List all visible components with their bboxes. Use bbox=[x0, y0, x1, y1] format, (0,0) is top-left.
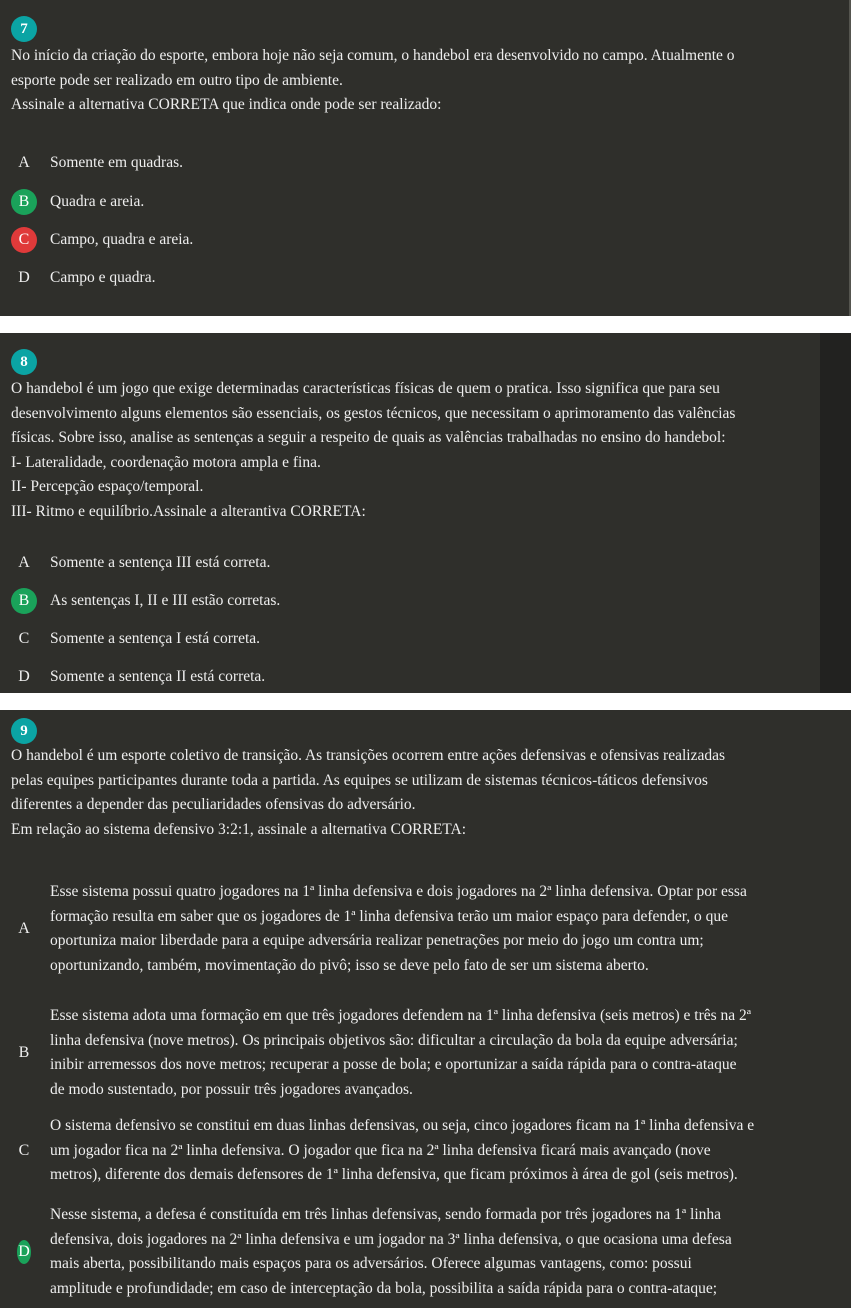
stem-line: O handebol é um jogo que exige determinadas características físicas de quem o pratica. Isso significa que para seu bbox=[11, 380, 720, 397]
stem-line: No início da criação do esporte, embora hoje não seja comum, o handebol era desenvolvido no campo. Atualmente o bbox=[11, 47, 735, 64]
option-letter-badge: D bbox=[18, 269, 30, 286]
option-text-line: Esse sistema possui quatro jogadores na 1ª linha defensiva e dois jogadores na 2ª linha defensiva. Optar por essa bbox=[50, 883, 747, 900]
option-text-line: inibir arremessos dos nove metros; recuperar a posse de bola; e oportunizar a saída rápida para o contra-ataque bbox=[50, 1056, 737, 1073]
option-a[interactable] bbox=[11, 550, 831, 576]
correct-answer-badge: B bbox=[11, 189, 37, 215]
option-b-correct[interactable] bbox=[11, 189, 831, 215]
option-d-correct[interactable] bbox=[11, 1203, 831, 1301]
option-text: Somente a sentença III está correta. bbox=[50, 553, 271, 571]
stem-line: Em relação ao sistema defensivo 3:2:1, assinale a alternativa CORRETA: bbox=[11, 820, 467, 838]
option-text-line: Esse sistema adota uma formação em que três jogadores defendem na 1ª linha defensiva (seis metros) e três na 2ª bbox=[50, 1007, 752, 1024]
option-letter-badge: D bbox=[18, 668, 30, 685]
option-text-line: oportuniza maior liberdade para a equipe adversária realizar penetrações por meio do jogo um contra um; bbox=[50, 932, 704, 949]
option-c[interactable] bbox=[11, 1114, 831, 1188]
option-letter-badge: B bbox=[18, 1044, 30, 1061]
option-c[interactable] bbox=[11, 626, 831, 652]
question-number-badge: 7 bbox=[11, 16, 37, 42]
option-letter-badge: C bbox=[18, 630, 30, 647]
correct-answer-badge: D bbox=[17, 1240, 31, 1264]
option-text bbox=[50, 1004, 831, 1102]
option-text bbox=[50, 1203, 831, 1301]
option-a[interactable] bbox=[11, 880, 831, 978]
wrong-answer-badge: C bbox=[11, 227, 37, 253]
correct-answer-badge: B bbox=[11, 588, 37, 614]
stem-line: O handebol é um esporte coletivo de transição. As transições ocorrem entre ações defensivas e ofensivas realizadas bbox=[11, 747, 726, 764]
option-d[interactable] bbox=[11, 664, 831, 690]
option-text-line: amplitude e profundidade; em caso de interceptação da bola, possibilita a saída rápida para o contra-ataque; bbox=[50, 1279, 718, 1297]
stem-line: III- Ritmo e equilíbrio.Assinale a alterantiva CORRETA: bbox=[11, 502, 366, 520]
option-text bbox=[50, 880, 831, 978]
option-text-line: de modo sustentado, por possuir três jogadores avançados. bbox=[50, 1080, 413, 1098]
option-text-line: oportunizando, também, movimentação do pivô; isso se deve pelo fato de ser um sistema aberto. bbox=[50, 956, 649, 974]
stem-line: Assinale a alternativa CORRETA que indica onde pode ser realizado: bbox=[11, 96, 442, 113]
stem-line: II- Percepção espaço/temporal. bbox=[11, 478, 204, 495]
option-text: Campo, quadra e areia. bbox=[50, 230, 194, 248]
option-letter-badge: C bbox=[18, 1141, 30, 1159]
stem-line: diferentes a depender das peculiaridades ofensivas do adversário. bbox=[11, 796, 416, 813]
question-card-7 bbox=[0, 0, 851, 316]
option-text-line: mais aberta, possibilitando mais espaços para os adversários. Oferece algumas vantagens, como: possui bbox=[50, 1255, 692, 1272]
option-b[interactable] bbox=[11, 1004, 831, 1102]
option-text-line: O sistema defensivo se constitui em duas linhas defensivas, ou seja, cinco jogadores ficam na 1ª linha defensiva e bbox=[50, 1117, 755, 1134]
question-number-badge: 8 bbox=[11, 349, 37, 375]
option-letter-badge: A bbox=[18, 920, 30, 937]
question-number-badge: 9 bbox=[11, 718, 37, 744]
stem-line: físicas. Sobre isso, analise as sentenças a seguir a respeito de quais as valências trabalhadas no ensino do handebol: bbox=[11, 429, 726, 446]
option-d[interactable] bbox=[11, 265, 831, 291]
option-text-line: Nesse sistema, a defesa é constituída em três linhas defensivas, sendo formada por três jogadores na 1ª linha bbox=[50, 1206, 722, 1223]
option-c-wrong[interactable] bbox=[11, 227, 831, 253]
option-text: Somente a sentença II está correta. bbox=[50, 667, 266, 685]
option-text bbox=[50, 1114, 831, 1188]
option-text: Quadra e areia. bbox=[50, 192, 145, 210]
question-stem bbox=[11, 377, 831, 524]
option-text: Somente a sentença I está correta. bbox=[50, 629, 261, 647]
option-text-line: linha defensiva (nove metros). Os principais objetivos são: dificultar a circulação da bola da equipe adversária; bbox=[50, 1031, 738, 1049]
stem-line: esporte pode ser realizado em outro tipo de ambiente. bbox=[11, 71, 343, 89]
option-text-line: defensiva, dois jogadores na 2ª linha defensiva e um jogador na 3ª linha defensiva, o que ocasiona uma defesa bbox=[50, 1230, 732, 1248]
question-card-9 bbox=[0, 710, 851, 1308]
option-text: As sentenças I, II e III estão corretas. bbox=[50, 591, 281, 609]
option-a[interactable] bbox=[11, 150, 831, 176]
option-letter-badge: A bbox=[18, 154, 30, 171]
question-stem bbox=[11, 744, 831, 842]
question-card-8 bbox=[0, 333, 851, 693]
option-text-line: formação resulta em saber que os jogadores de 1ª linha defensiva terão um maior espaço para defender, o que bbox=[50, 907, 729, 925]
option-text: Campo e quadra. bbox=[50, 268, 156, 286]
option-b-correct[interactable] bbox=[11, 588, 831, 614]
option-text-line: um jogador fica na 2ª linha defensiva. O jogador que fica na 2ª linha defensiva ficará mais avançado (nove bbox=[50, 1141, 711, 1159]
stem-line: pelas equipes participantes durante toda a partida. As equipes se utilizam de sistemas técnicos-táticos defensivos bbox=[11, 771, 708, 789]
option-letter-badge: A bbox=[18, 554, 30, 571]
stem-line: desenvolvimento alguns elementos são essenciais, os gestos técnicos, que necessitam o aprimoramento das valências bbox=[11, 404, 736, 422]
stem-line: I- Lateralidade, coordenação motora ampla e fina. bbox=[11, 453, 321, 471]
question-stem bbox=[11, 44, 831, 118]
option-text: Somente em quadras. bbox=[50, 153, 184, 171]
option-text-line: metros), diferente dos demais defensores de 1ª linha defensiva, que ficam próximos à área de gol (seis metros). bbox=[50, 1166, 738, 1183]
